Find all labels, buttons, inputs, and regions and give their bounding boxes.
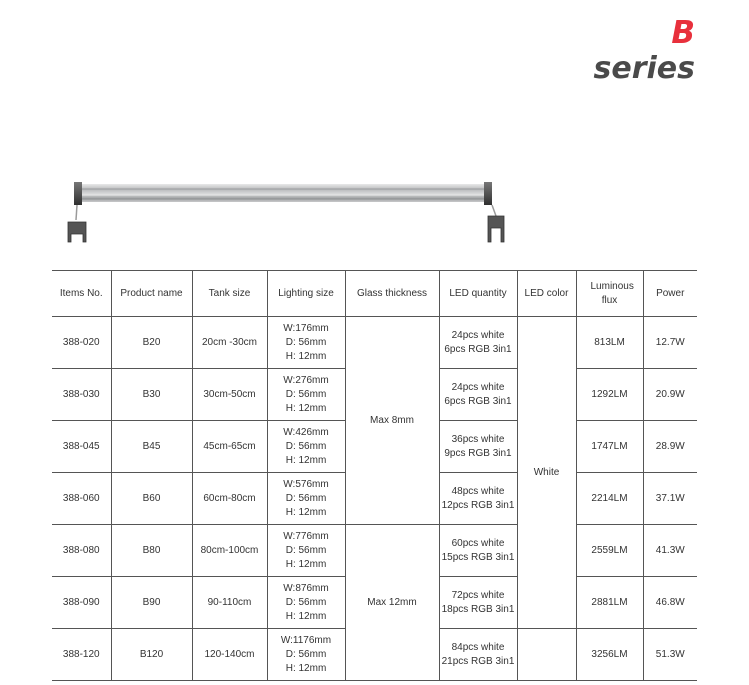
header-led-color: LED color: [517, 271, 576, 317]
led-quantity: 84pcs white 21pcs RGB 3in1: [439, 629, 517, 681]
header-luminous-flux: Luminous flux: [576, 271, 643, 317]
luminous-flux: 2559LM: [576, 525, 643, 577]
spec-table: [52, 270, 697, 681]
product-name: B90: [111, 577, 192, 629]
led-color-empty: [517, 629, 576, 681]
lighting-size: W:776mm D: 56mm H: 12mm: [267, 525, 345, 577]
led-quantity: 48pcs white 12pcs RGB 3in1: [439, 473, 517, 525]
product-name: B30: [111, 369, 192, 421]
luminous-flux: 2881LM: [576, 577, 643, 629]
lighting-size: W:1176mm D: 56mm H: 12mm: [267, 629, 345, 681]
lighting-size: W:876mm D: 56mm H: 12mm: [267, 577, 345, 629]
table-row: [52, 525, 697, 577]
item-no: 388-120: [52, 629, 111, 681]
led-color: White: [517, 317, 576, 629]
lighting-size: W:276mm D: 56mm H: 12mm: [267, 369, 345, 421]
tank-size: 120-140cm: [192, 629, 267, 681]
luminous-flux: 1292LM: [576, 369, 643, 421]
tank-size: 60cm-80cm: [192, 473, 267, 525]
product-name: B45: [111, 421, 192, 473]
product-name: B60: [111, 473, 192, 525]
header-items-no: Items No.: [52, 271, 111, 317]
power: 51.3W: [643, 629, 697, 681]
glass-thickness-max-8mm: Max 8mm: [345, 317, 439, 525]
header-lighting-size: Lighting size: [267, 271, 345, 317]
series-title: [594, 16, 695, 86]
power: 41.3W: [643, 525, 697, 577]
power: 12.7W: [643, 317, 697, 369]
power: 46.8W: [643, 577, 697, 629]
lighting-size: W:176mm D: 56mm H: 12mm: [267, 317, 345, 369]
tank-size: 80cm-100cm: [192, 525, 267, 577]
product-name: B120: [111, 629, 192, 681]
item-no: 388-090: [52, 577, 111, 629]
luminous-flux: 2214LM: [576, 473, 643, 525]
tank-size: 30cm-50cm: [192, 369, 267, 421]
luminous-flux: 813LM: [576, 317, 643, 369]
item-no: 388-080: [52, 525, 111, 577]
luminous-flux: 3256LM: [576, 629, 643, 681]
led-light-bar-image: [60, 178, 510, 250]
header-tank-size: Tank size: [192, 271, 267, 317]
power: 37.1W: [643, 473, 697, 525]
item-no: 388-020: [52, 317, 111, 369]
power: 20.9W: [643, 369, 697, 421]
header-product-name: Product name: [111, 271, 192, 317]
glass-thickness-max-12mm: Max 12mm: [345, 525, 439, 681]
led-quantity: 24pcs white 6pcs RGB 3in1: [439, 317, 517, 369]
led-quantity: 24pcs white 6pcs RGB 3in1: [439, 369, 517, 421]
led-quantity: 60pcs white 15pcs RGB 3in1: [439, 525, 517, 577]
table-row: [52, 317, 697, 369]
series-word: series: [593, 51, 695, 86]
tank-size: 90-110cm: [192, 577, 267, 629]
led-quantity: 36pcs white 9pcs RGB 3in1: [439, 421, 517, 473]
tank-size: 20cm -30cm: [192, 317, 267, 369]
item-no: 388-060: [52, 473, 111, 525]
tank-size: 45cm-65cm: [192, 421, 267, 473]
luminous-flux: 1747LM: [576, 421, 643, 473]
product-name: B80: [111, 525, 192, 577]
power: 28.9W: [643, 421, 697, 473]
header-led-quantity: LED quantity: [439, 271, 517, 317]
header-glass-thickness: Glass thickness: [345, 271, 439, 317]
lighting-size: W:576mm D: 56mm H: 12mm: [267, 473, 345, 525]
product-name: B20: [111, 317, 192, 369]
table-header-row: [52, 271, 697, 317]
lighting-size: W:426mm D: 56mm H: 12mm: [267, 421, 345, 473]
series-letter: B: [671, 15, 695, 51]
led-quantity: 72pcs white 18pcs RGB 3in1: [439, 577, 517, 629]
item-no: 388-030: [52, 369, 111, 421]
item-no: 388-045: [52, 421, 111, 473]
header-power: Power: [643, 271, 697, 317]
